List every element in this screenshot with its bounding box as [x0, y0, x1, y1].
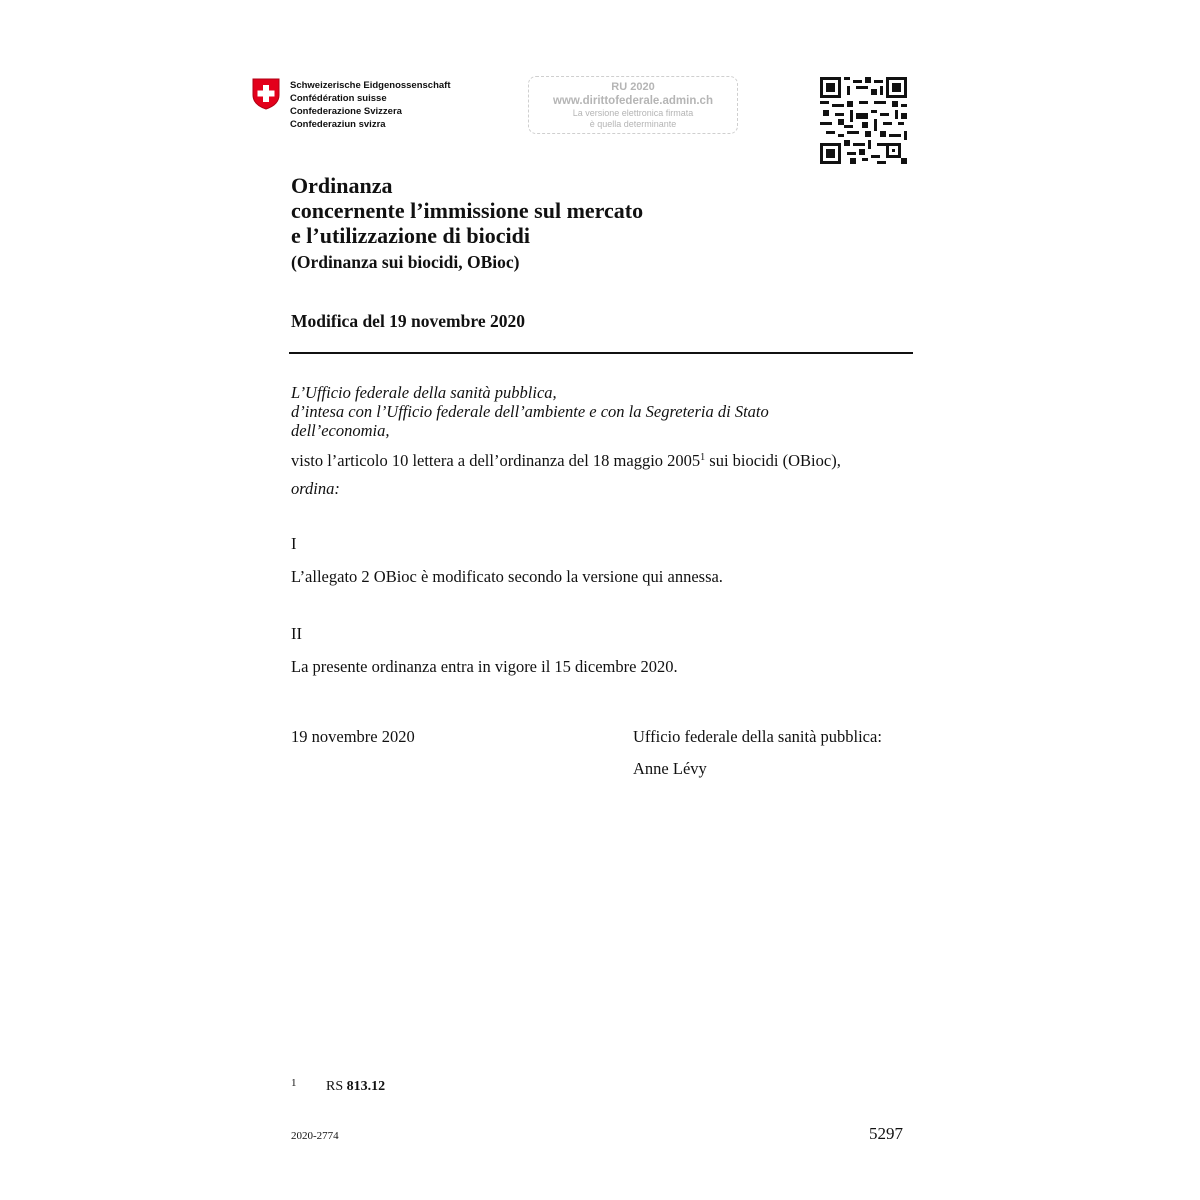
title-line-2: concernente l’immissione sul mercato — [291, 198, 644, 223]
confederation-de: Schweizerische Eidgenossenschaft — [290, 80, 451, 91]
signature-date: 19 novembre 2020 — [291, 727, 415, 746]
confederation-rm: Confederaziun svizra — [290, 119, 386, 130]
section-text-1: L’allegato 2 OBioc è modificato secondo la versione qui annessa. — [291, 567, 723, 586]
preamble-line-1: L’Ufficio federale della sanità pubblica, — [291, 383, 557, 402]
short-title: (Ordinanza sui biocidi, OBioc) — [291, 252, 520, 272]
document-number: 2020-2774 — [291, 1130, 339, 1142]
signer-name: Anne Lévy — [633, 759, 707, 778]
document-title — [291, 173, 643, 248]
legal-basis-text-end: sui biocidi (OBioc), — [705, 451, 841, 470]
preamble-line-3: dell’economia, — [291, 421, 390, 440]
amendment-date: Modifica del 19 novembre 2020 — [291, 311, 525, 331]
qr-code-icon — [820, 77, 907, 164]
enacting-formula: ordina: — [291, 479, 340, 498]
section-numeral-1: I — [291, 534, 297, 553]
signing-office: Ufficio federale della sanità pubblica: — [633, 727, 882, 746]
preamble-line-2: d’intesa con l’Ufficio federale dell’ambiente e con la Segreteria di Stato — [291, 402, 769, 421]
stamp-note-2: è quella determinante — [589, 119, 677, 129]
confederation-fr: Confédération suisse — [290, 93, 387, 104]
page-number: 5297 — [869, 1124, 903, 1143]
footnote-text — [326, 1079, 385, 1095]
legal-basis — [291, 451, 841, 471]
official-publication-stamp — [528, 76, 738, 134]
preamble-authority — [291, 383, 769, 440]
footnote-prefix: RS — [326, 1079, 347, 1094]
footnote-ref-number: 813.12 — [346, 1079, 386, 1094]
section-numeral-2: II — [291, 624, 302, 643]
stamp-collection: RU 2020 — [611, 81, 655, 93]
confederation-it: Confederazione Svizzera — [290, 106, 402, 117]
stamp-note-1: La versione elettronica firmata — [572, 108, 694, 118]
title-line-1: Ordinanza — [291, 173, 393, 198]
footnote-reference[interactable]: 1 — [700, 452, 706, 463]
title-line-3: e l’utilizzazione di biocidi — [291, 223, 530, 248]
swiss-cross-shield-icon — [252, 78, 280, 110]
footnote-number: 1 — [291, 1077, 297, 1089]
confederation-name — [290, 79, 451, 131]
legal-basis-text: visto l’articolo 10 lettera a dell’ordinanza del 18 maggio 2005 — [291, 451, 701, 470]
title-divider — [289, 352, 913, 354]
stamp-website: www.dirittofederale.admin.ch — [553, 95, 713, 107]
section-text-2: La presente ordinanza entra in vigore il 15 dicembre 2020. — [291, 657, 678, 676]
